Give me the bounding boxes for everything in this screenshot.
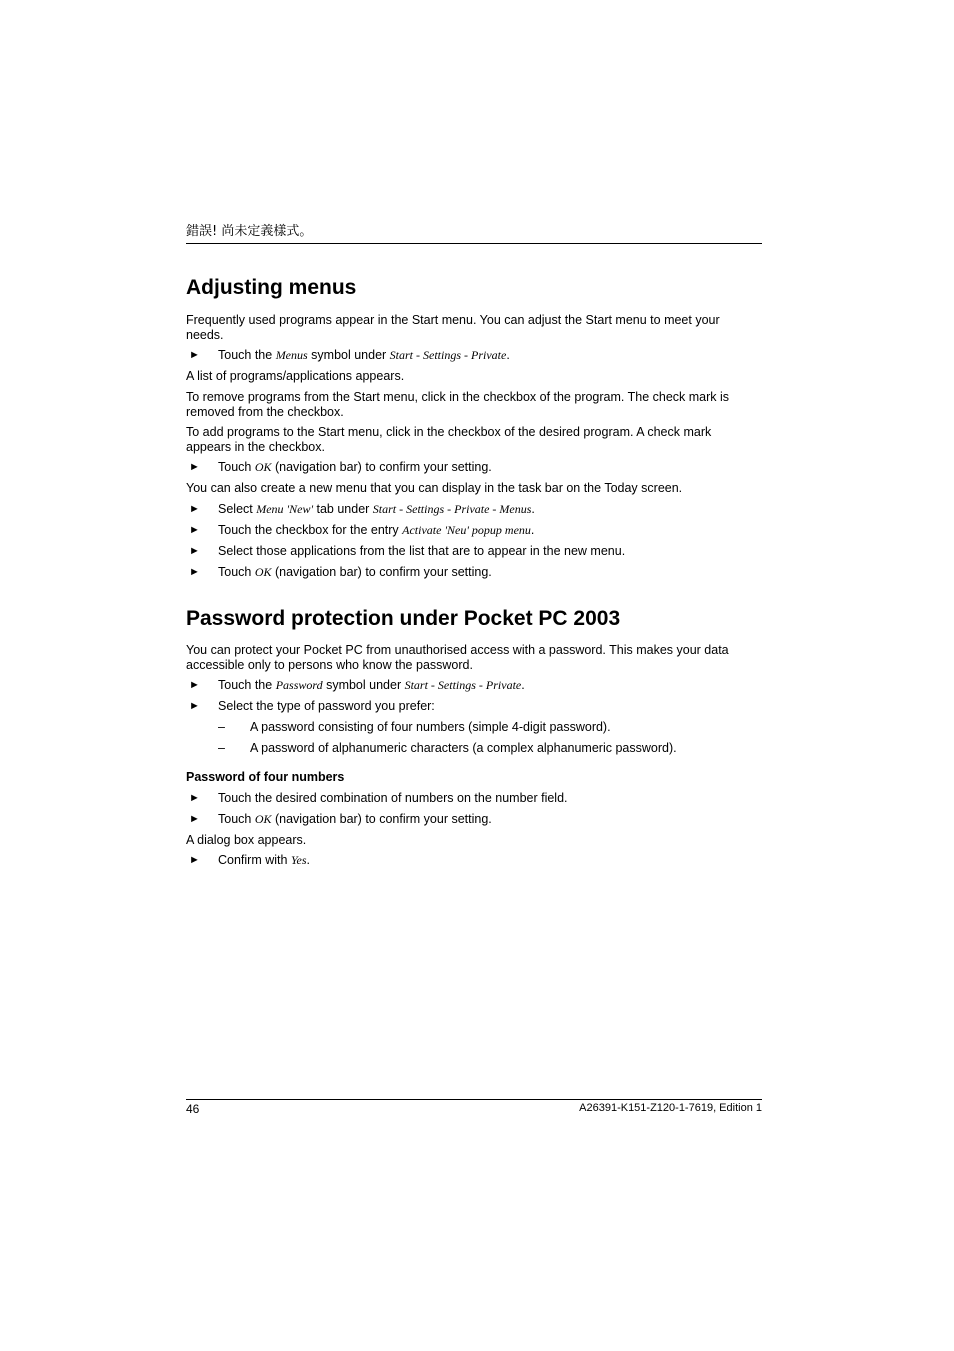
heading-adjusting-menus: Adjusting menus <box>186 276 357 299</box>
step-text: Touch the desired combination of numbers on the number field. <box>218 791 568 805</box>
step-text: Touch the checkbox for the entry Activate 'Neu' popup menu. <box>218 523 535 537</box>
header-rule <box>186 243 762 244</box>
step-text: Select those applications from the list that are to appear in the new menu. <box>218 544 626 558</box>
bullet-arrow-icon: ► <box>189 503 200 515</box>
bullet-arrow-icon: ► <box>189 349 200 361</box>
bullet-arrow-icon: ► <box>189 792 200 804</box>
step-text: Touch the Menus symbol under Start - Settings - Private. <box>218 348 510 362</box>
footer-rule <box>186 1099 762 1100</box>
document-id: A26391-K151-Z120-1-7619, Edition 1 <box>579 1102 762 1114</box>
dash-bullet: – <box>218 720 225 734</box>
bullet-arrow-icon: ► <box>189 679 200 691</box>
paragraph-list-appears: A list of programs/applications appears. <box>186 369 405 383</box>
bullet-arrow-icon: ► <box>189 854 200 866</box>
bullet-arrow-icon: ► <box>189 813 200 825</box>
step-text: Select Menu 'New' tab under Start - Settings - Private - Menus. <box>218 502 535 516</box>
heading-password-protection: Password protection under Pocket PC 2003 <box>186 607 621 630</box>
bullet-arrow-icon: ► <box>189 524 200 536</box>
step-text: Touch OK (navigation bar) to confirm your setting. <box>218 565 492 579</box>
paragraph-add-programs: To add programs to the Start menu, click in the checkbox of the desired program. A check mark appears in the checkbox. <box>186 425 712 454</box>
bullet-arrow-icon: ► <box>189 566 200 578</box>
paragraph-remove-programs: To remove programs from the Start menu, click in the checkbox of the program. The check mark is removed from the checkbox. <box>186 390 730 419</box>
paragraph-intro-password: You can protect your Pocket PC from unauthorised access with a password. This makes your data accessible only to persons who know the password. <box>186 643 729 672</box>
sub-item-text: A password of alphanumeric characters (a complex alphanumeric password). <box>250 741 677 755</box>
step-text: Touch the Password symbol under Start - Settings - Private. <box>218 678 525 692</box>
paragraph-intro-menus: Frequently used programs appear in the Start menu. You can adjust the Start menu to meet your needs. <box>186 313 720 342</box>
page-number: 46 <box>186 1102 200 1116</box>
step-text: Touch OK (navigation bar) to confirm your setting. <box>218 460 492 474</box>
paragraph-new-menu: You can also create a new menu that you can display in the task bar on the Today screen. <box>186 481 683 495</box>
subheading-four-numbers: Password of four numbers <box>186 770 345 784</box>
paragraph-dialog-appears: A dialog box appears. <box>186 833 307 847</box>
bullet-arrow-icon: ► <box>189 461 200 473</box>
bullet-arrow-icon: ► <box>189 700 200 712</box>
bullet-arrow-icon: ► <box>189 545 200 557</box>
sub-item-text: A password consisting of four numbers (simple 4-digit password). <box>250 720 611 734</box>
running-header: 錯誤! 尚未定義樣式。 <box>186 224 313 239</box>
step-text: Confirm with Yes. <box>218 853 310 867</box>
step-text: Touch OK (navigation bar) to confirm your setting. <box>218 812 492 826</box>
dash-bullet: – <box>218 741 225 755</box>
step-text: Select the type of password you prefer: <box>218 699 435 713</box>
